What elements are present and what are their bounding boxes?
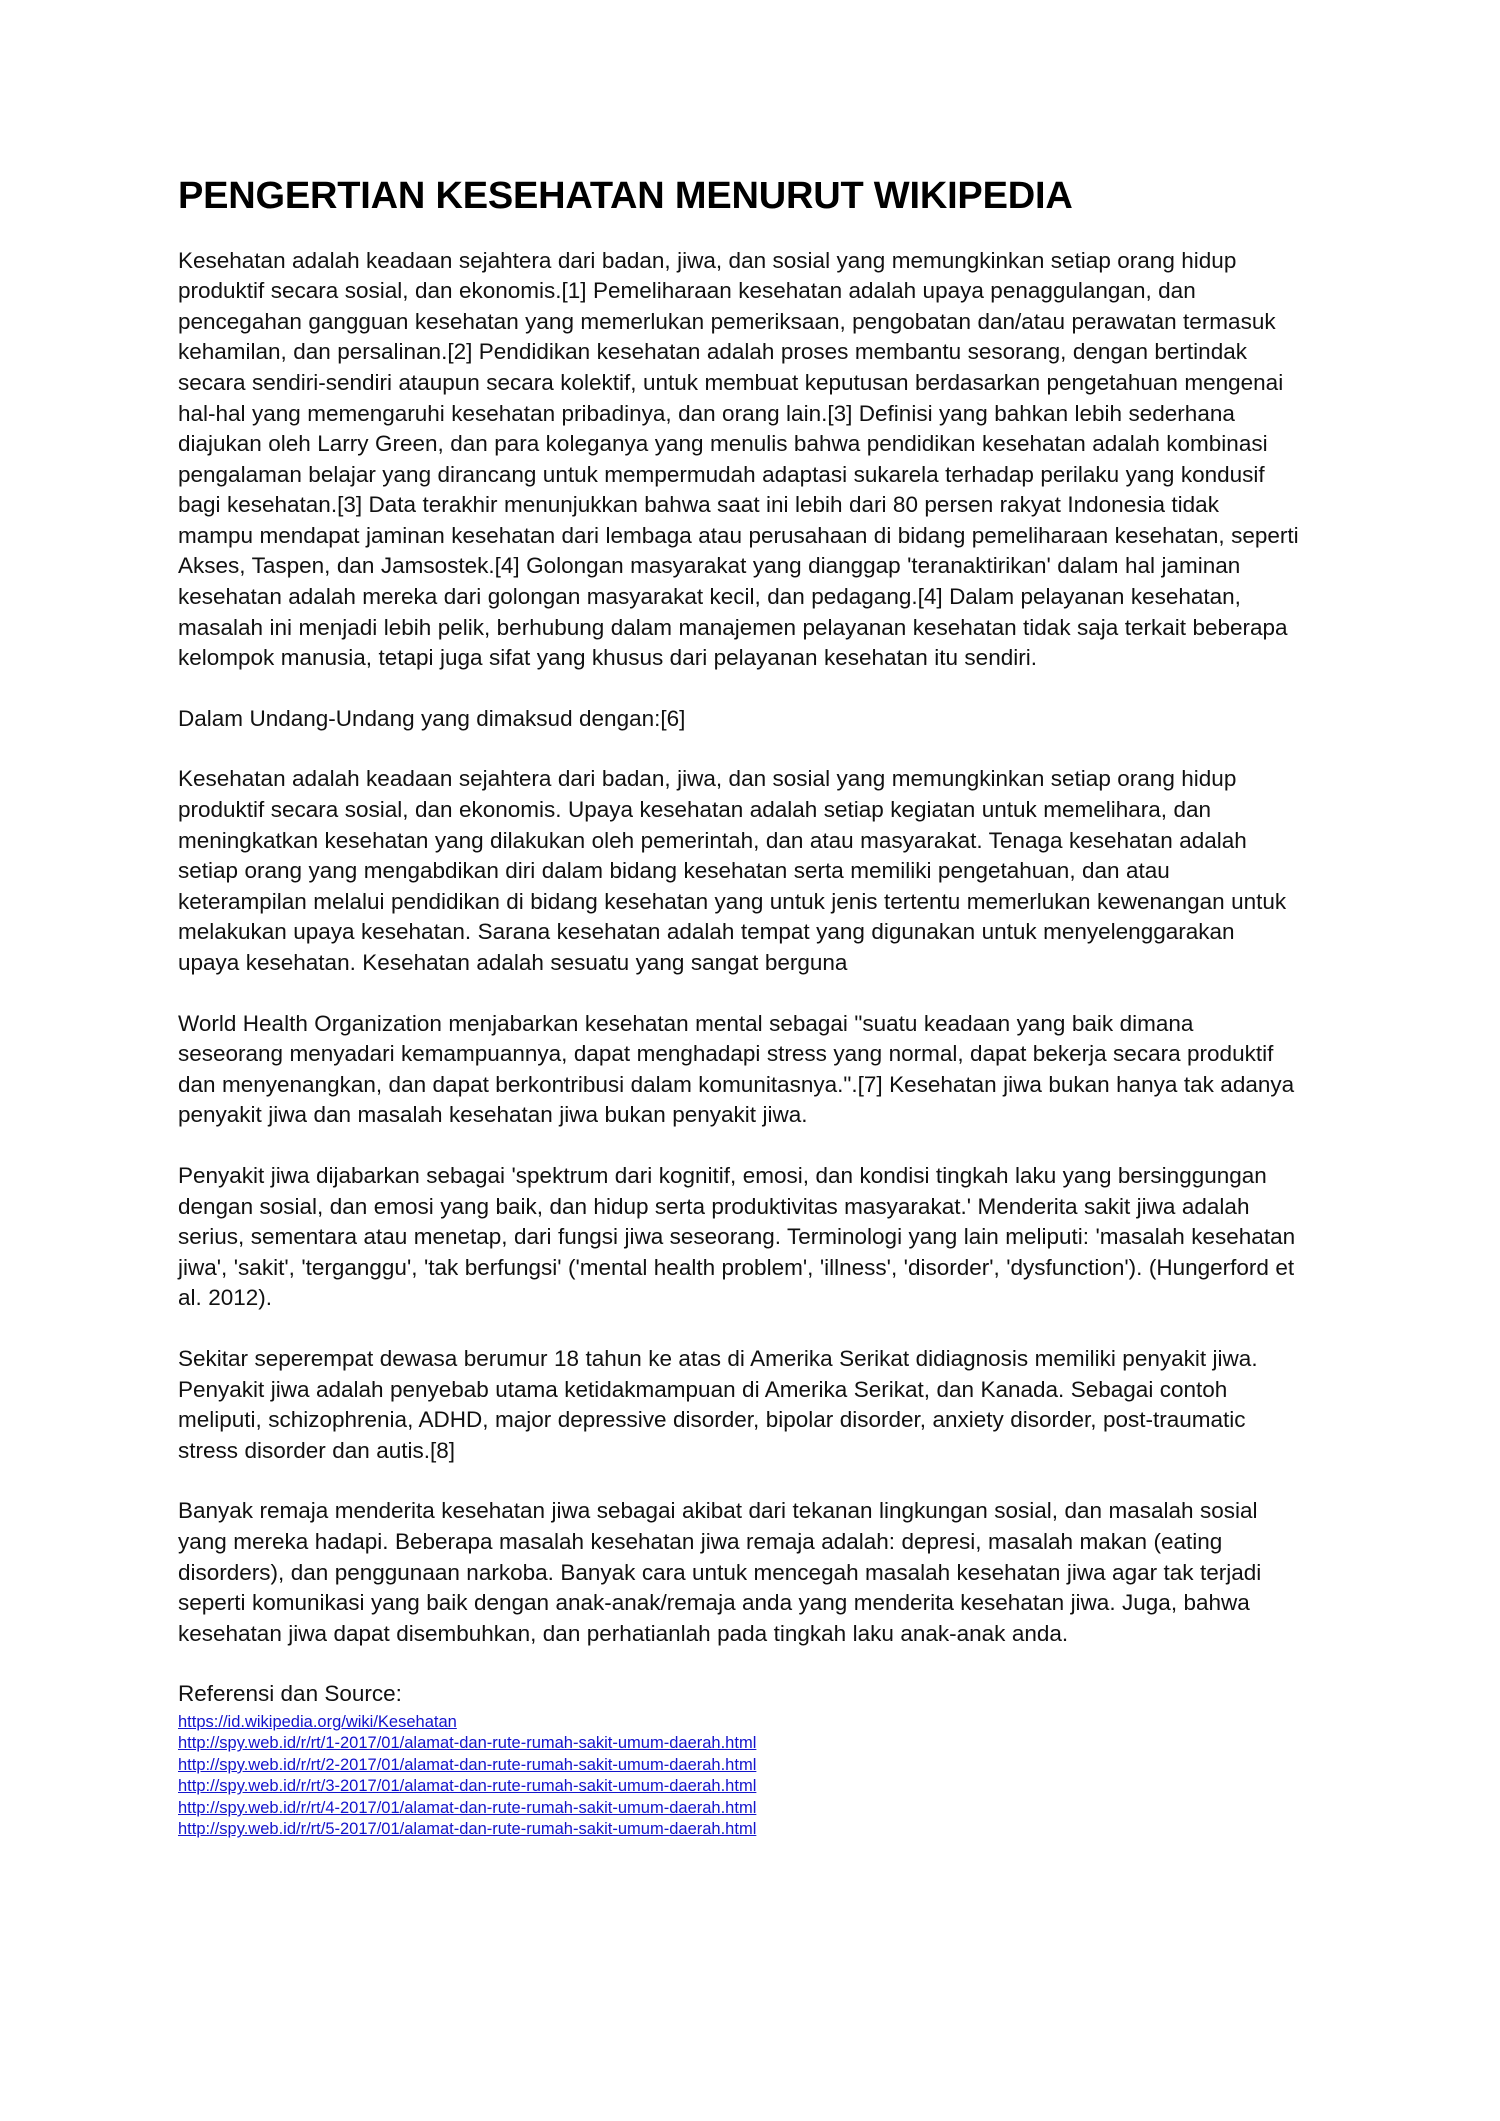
list-item <box>178 1733 1300 1755</box>
paragraph-remaja: Banyak remaja menderita kesehatan jiwa sebagai akibat dari tekanan lingkungan sosial, dan masalah sosial yang mereka hadapi. Beberapa masalah kesehatan jiwa remaja adalah: depresi, masalah makan (eating disorders), dan penggunaan narkoba. Banyak cara untuk mencegah masalah kesehatan jiwa agar tak terjadi seperti komunikasi yang baik dengan anak-anak/remaja anda yang menderita kesehatan jiwa. Juga, bahwa kesehatan jiwa dapat disembuhkan, dan perhatianlah pada tingkah laku anak-anak anda. <box>178 1498 1262 1646</box>
list-item <box>178 1819 1300 1841</box>
paragraph-statistik-amerika: Sekitar seperempat dewasa berumur 18 tahun ke atas di Amerika Serikat didiagnosis memiliki penyakit jiwa. Penyakit jiwa adalah penyebab utama ketidakmampuan di Amerika Serikat, dan Kanada. Sebagai contoh meliputi, schizophrenia, ADHD, major depressive disorder, bipolar disorder, anxiety disorder, post-traumatic stress disorder dan autis.[8] <box>178 1345 1258 1463</box>
list-item <box>178 1798 1300 1820</box>
definition-item: Tenaga kesehatan adalah setiap orang yang mengabdikan diri dalam bidang kesehatan serta memiliki pengetahuan, dan atau keterampilan melalui pendidikan di bidang kesehatan yang untuk jenis tertentu memerlukan kewenangan untuk melakukan upaya kesehatan. <box>178 827 1287 945</box>
definition-item: Sarana kesehatan adalah tempat yang digunakan untuk menyelenggarakan upaya kesehatan. <box>178 919 1235 976</box>
definition-item: Kesehatan adalah sesuatu yang sangat berguna <box>362 950 848 976</box>
paragraph-undang-undang-lead: Dalam Undang-Undang yang dimaksud dengan:[6] <box>178 705 686 731</box>
reference-link-rt-5[interactable]: http://spy.web.id/r/rt/5-2017/01/alamat-dan-rute-rumah-sakit-umum-daerah.html <box>178 1820 757 1839</box>
page-title: PENGERTIAN KESEHATAN MENURUT WIKIPEDIA <box>178 175 1073 217</box>
paragraph-penyakit-jiwa: Penyakit jiwa dijabarkan sebagai 'spektrum dari kognitif, emosi, dan kondisi tingkah laku yang bersinggungan dengan sosial, dan emosi yang baik, dan hidup serta produktivitas masyarakat.' Menderita sakit jiwa adalah serius, sementara atau menetap, dari fungsi jiwa seseorang. Terminologi yang lain meliputi: 'masalah kesehatan jiwa', 'sakit', 'terganggu', 'tak berfungsi' ('mental health problem', 'illness', 'disorder', 'dysfunction'). (Hungerford et al. 2012). <box>178 1162 1296 1311</box>
paragraph-intro: Kesehatan adalah keadaan sejahtera dari badan, jiwa, dan sosial yang memungkinkan setiap orang hidup produktif secara sosial, dan ekonomis.[1] Pemeliharaan kesehatan adalah upaya penaggulangan, dan pencegahan gangguan kesehatan yang memerlukan pemeriksaan, pengobatan dan/atau perawatan termasuk kehamilan, dan persalinan.[2] Pendidikan kesehatan adalah proses membantu sesorang, dengan bertindak secara sendiri-sendiri ataupun secara kolektif, untuk membuat keputusan berdasarkan pengetahuan mengenai hal-hal yang memengaruhi kesehatan pribadinya, dan orang lain.[3] Definisi yang bahkan lebih sederhana diajukan oleh Larry Green, dan para koleganya yang menulis bahwa pendidikan kesehatan adalah kombinasi pengalaman belajar yang dirancang untuk mempermudah adaptasi sukarela terhadap perilaku yang kondusif bagi kesehatan.[3] Data terakhir menunjukkan bahwa saat ini lebih dari 80 persen rakyat Indonesia tidak mampu mendapat jaminan kesehatan dari lembaga atau perusahaan di bidang pemeliharaan kesehatan, seperti Akses, Taspen, dan Jamsostek.[4] Golongan masyarakat yang dianggap 'teranaktirikan' dalam hal jaminan kesehatan adalah mereka dari golongan masyarakat kecil, dan pedagang.[4] Dalam pelayanan kesehatan, masalah ini menjadi lebih pelik, berhubung dalam manajemen pelayanan kesehatan tidak saja terkait beberapa kelompok manusia, tetapi juga sifat yang khusus dari pelayanan kesehatan itu sendiri. <box>178 247 1299 671</box>
definition-item: Upaya kesehatan adalah setiap kegiatan untuk memelihara, dan meningkatkan kesehatan yang dilakukan oleh pemerintah, dan atau masyarakat. <box>178 797 1212 853</box>
references-heading: Referensi dan Source: <box>178 1681 402 1707</box>
document-content <box>178 175 1300 1841</box>
list-item <box>178 1776 1300 1798</box>
reference-link-rt-4[interactable]: http://spy.web.id/r/rt/4-2017/01/alamat-dan-rute-rumah-sakit-umum-daerah.html <box>178 1798 757 1817</box>
reference-link-rt-2[interactable]: http://spy.web.id/r/rt/2-2017/01/alamat-dan-rute-rumah-sakit-umum-daerah.html <box>178 1755 757 1774</box>
definition-item: Kesehatan adalah keadaan sejahtera dari badan, jiwa, dan sosial yang memungkinkan setiap orang hidup produktif secara sosial, dan ekonomis. <box>178 766 1237 823</box>
reference-link-rt-3[interactable]: http://spy.web.id/r/rt/3-2017/01/alamat-dan-rute-rumah-sakit-umum-daerah.html <box>178 1777 757 1796</box>
list-item <box>178 1755 1300 1777</box>
definition-list <box>178 764 1300 978</box>
reference-link-rt-1[interactable]: http://spy.web.id/r/rt/1-2017/01/alamat-dan-rute-rumah-sakit-umum-daerah.html <box>178 1734 757 1753</box>
list-item <box>178 1712 1300 1734</box>
references-link-list <box>178 1712 1300 1841</box>
reference-link-wikipedia[interactable]: https://id.wikipedia.org/wiki/Kesehatan <box>178 1712 457 1731</box>
paragraph-who-definition: World Health Organization menjabarkan kesehatan mental sebagai "suatu keadaan yang baik dimana seseorang menyadari kemampuannya, dapat menghadapi stress yang normal, dapat bekerja secara produktif dan menyenangkan, dan dapat berkontribusi dalam komunitasnya.".[7] Kesehatan jiwa bukan hanya tak adanya penyakit jiwa dan masalah kesehatan jiwa bukan penyakit jiwa. <box>178 1010 1295 1128</box>
